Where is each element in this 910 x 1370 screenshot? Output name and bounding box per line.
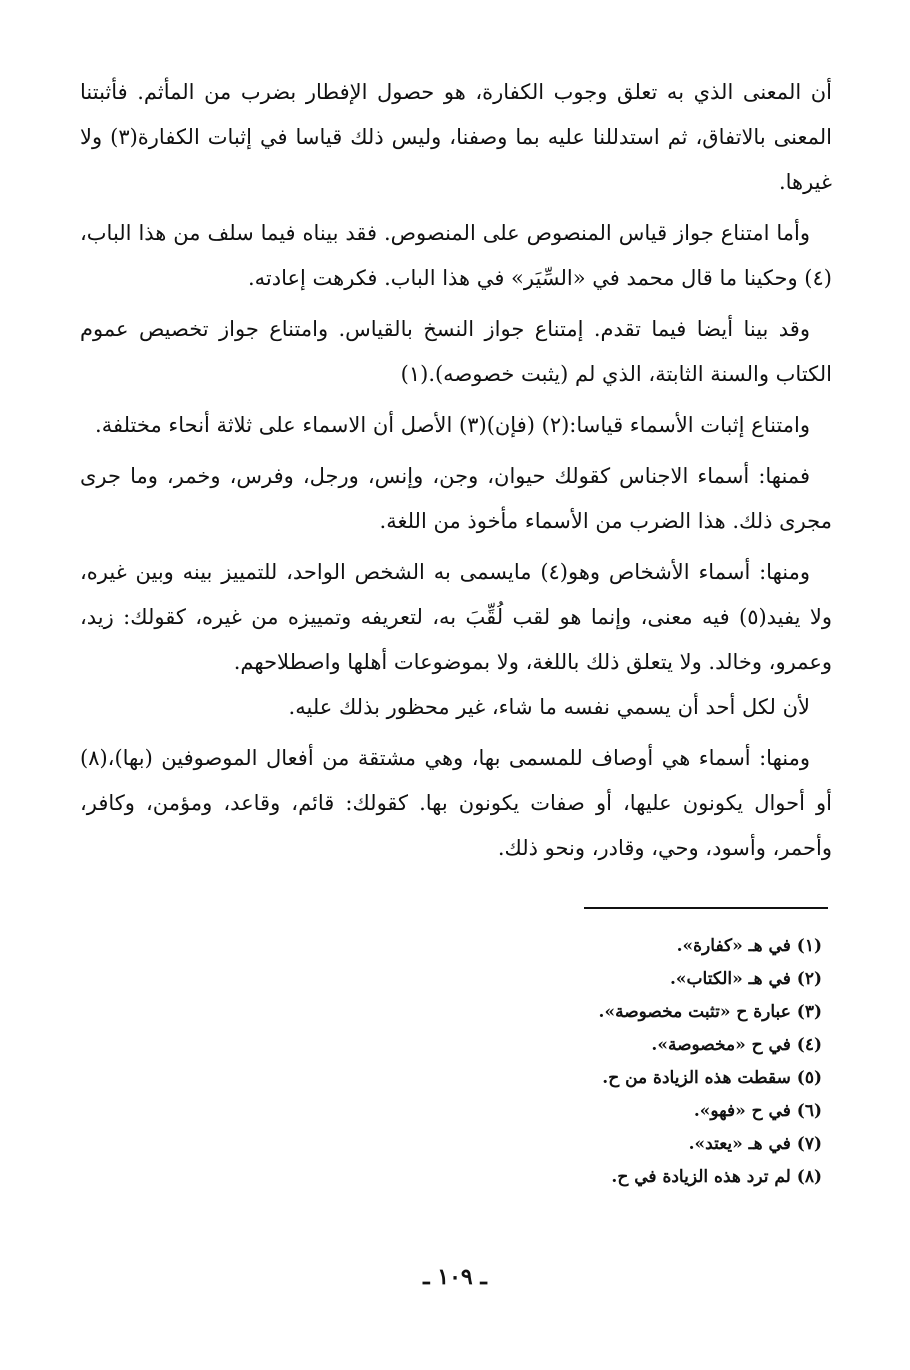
paragraph-2: وأما امتناع جواز قياس المنصوص على المنصوص. فقد بيناه فيما سلف من هذا الباب،(٤) وحكينا ما قال محمد في «السِّيَر» في هذا الباب. فكرهت إعادته.: [80, 221, 832, 290]
footnote-4: (٤) في ح «مخصوصة».: [651, 1035, 822, 1055]
footnote-2: (٢) في هـ «الكتاب».: [669, 969, 822, 989]
paragraph-7: لأن لكل أحد أن يسمي نفسه ما شاء، غير محظور بذلك عليه.: [288, 695, 810, 719]
page-number: ـ ١٠٩ ـ: [423, 1264, 487, 1290]
footnote-7: (٧) في هـ «يعتد».: [688, 1134, 822, 1154]
footnote-6: (٦) في ح «فهو».: [693, 1101, 822, 1121]
paragraph-6: ومنها: أسماء الأشخاص وهو(٤) مايسمى به الشخص الواحد، للتمييز بينه وبين غيره، ولا يفيد(٥) فيه معنى، وإنما هو لقب لُقِّبَ به، لتعريفه وتمييزه من غيره، كقولك: زيد، وعمرو، وخالد. ولا يتعلق ذلك باللغة، ولا بموضوعات أهلها واصطلاحهم.: [80, 560, 832, 674]
paragraph-4: وامتناع إثبات الأسماء قياسا:(٢) (فإن)(٣) الأصل أن الاسماء على ثلاثة أنحاء مختلفة.: [95, 413, 810, 437]
paragraph-1: أن المعنى الذي به تعلق وجوب الكفارة، هو حصول الإفطار بضرب من المأثم. فأثبتنا المعنى بالاتفاق، ثم استدللنا عليه بما وصفنا، وليس ذلك قياسا في إثبات الكفارة(٣) ولا غيرها.: [80, 80, 832, 194]
footnotes-list: [322, 930, 822, 1194]
footnote-3: (٣) عبارة ح «تثبت مخصوصة».: [598, 1002, 822, 1022]
footnote-8: (٨) لم ترد هذه الزيادة في ح.: [611, 1167, 822, 1187]
footnote-5: (٥) سقطت هذه الزيادة من ح.: [602, 1068, 822, 1088]
footnote-1: (١) في هـ «كفارة».: [676, 936, 822, 956]
footnote-separator: [584, 907, 828, 909]
paragraph-3: وقد بينا أيضا فيما تقدم. إمتناع جواز النسخ بالقياس. وامتناع جواز تخصيص عموم الكتاب والسنة الثابتة، الذي لم (يثبت خصوصه).(١): [80, 317, 832, 386]
paragraph-8: ومنها: أسماء هي أوصاف للمسمى بها، وهي مشتقة من أفعال الموصوفين (بها)،(٨) أو أحوال يكونون عليها، أو صفات يكونون بها. كقولك: قائم، وقاعد، ومؤمن، وكافر، وأحمر، وأسود، وحي، وقادر، ونحو ذلك.: [80, 746, 832, 860]
body-text: [80, 70, 832, 871]
paragraph-5: فمنها: أسماء الاجناس كقولك حيوان، وجن، وإنس، ورجل، وفرس، وخمر، وما جرى مجرى ذلك. هذا الضرب من الأسماء مأخوذ من اللغة.: [80, 464, 832, 533]
